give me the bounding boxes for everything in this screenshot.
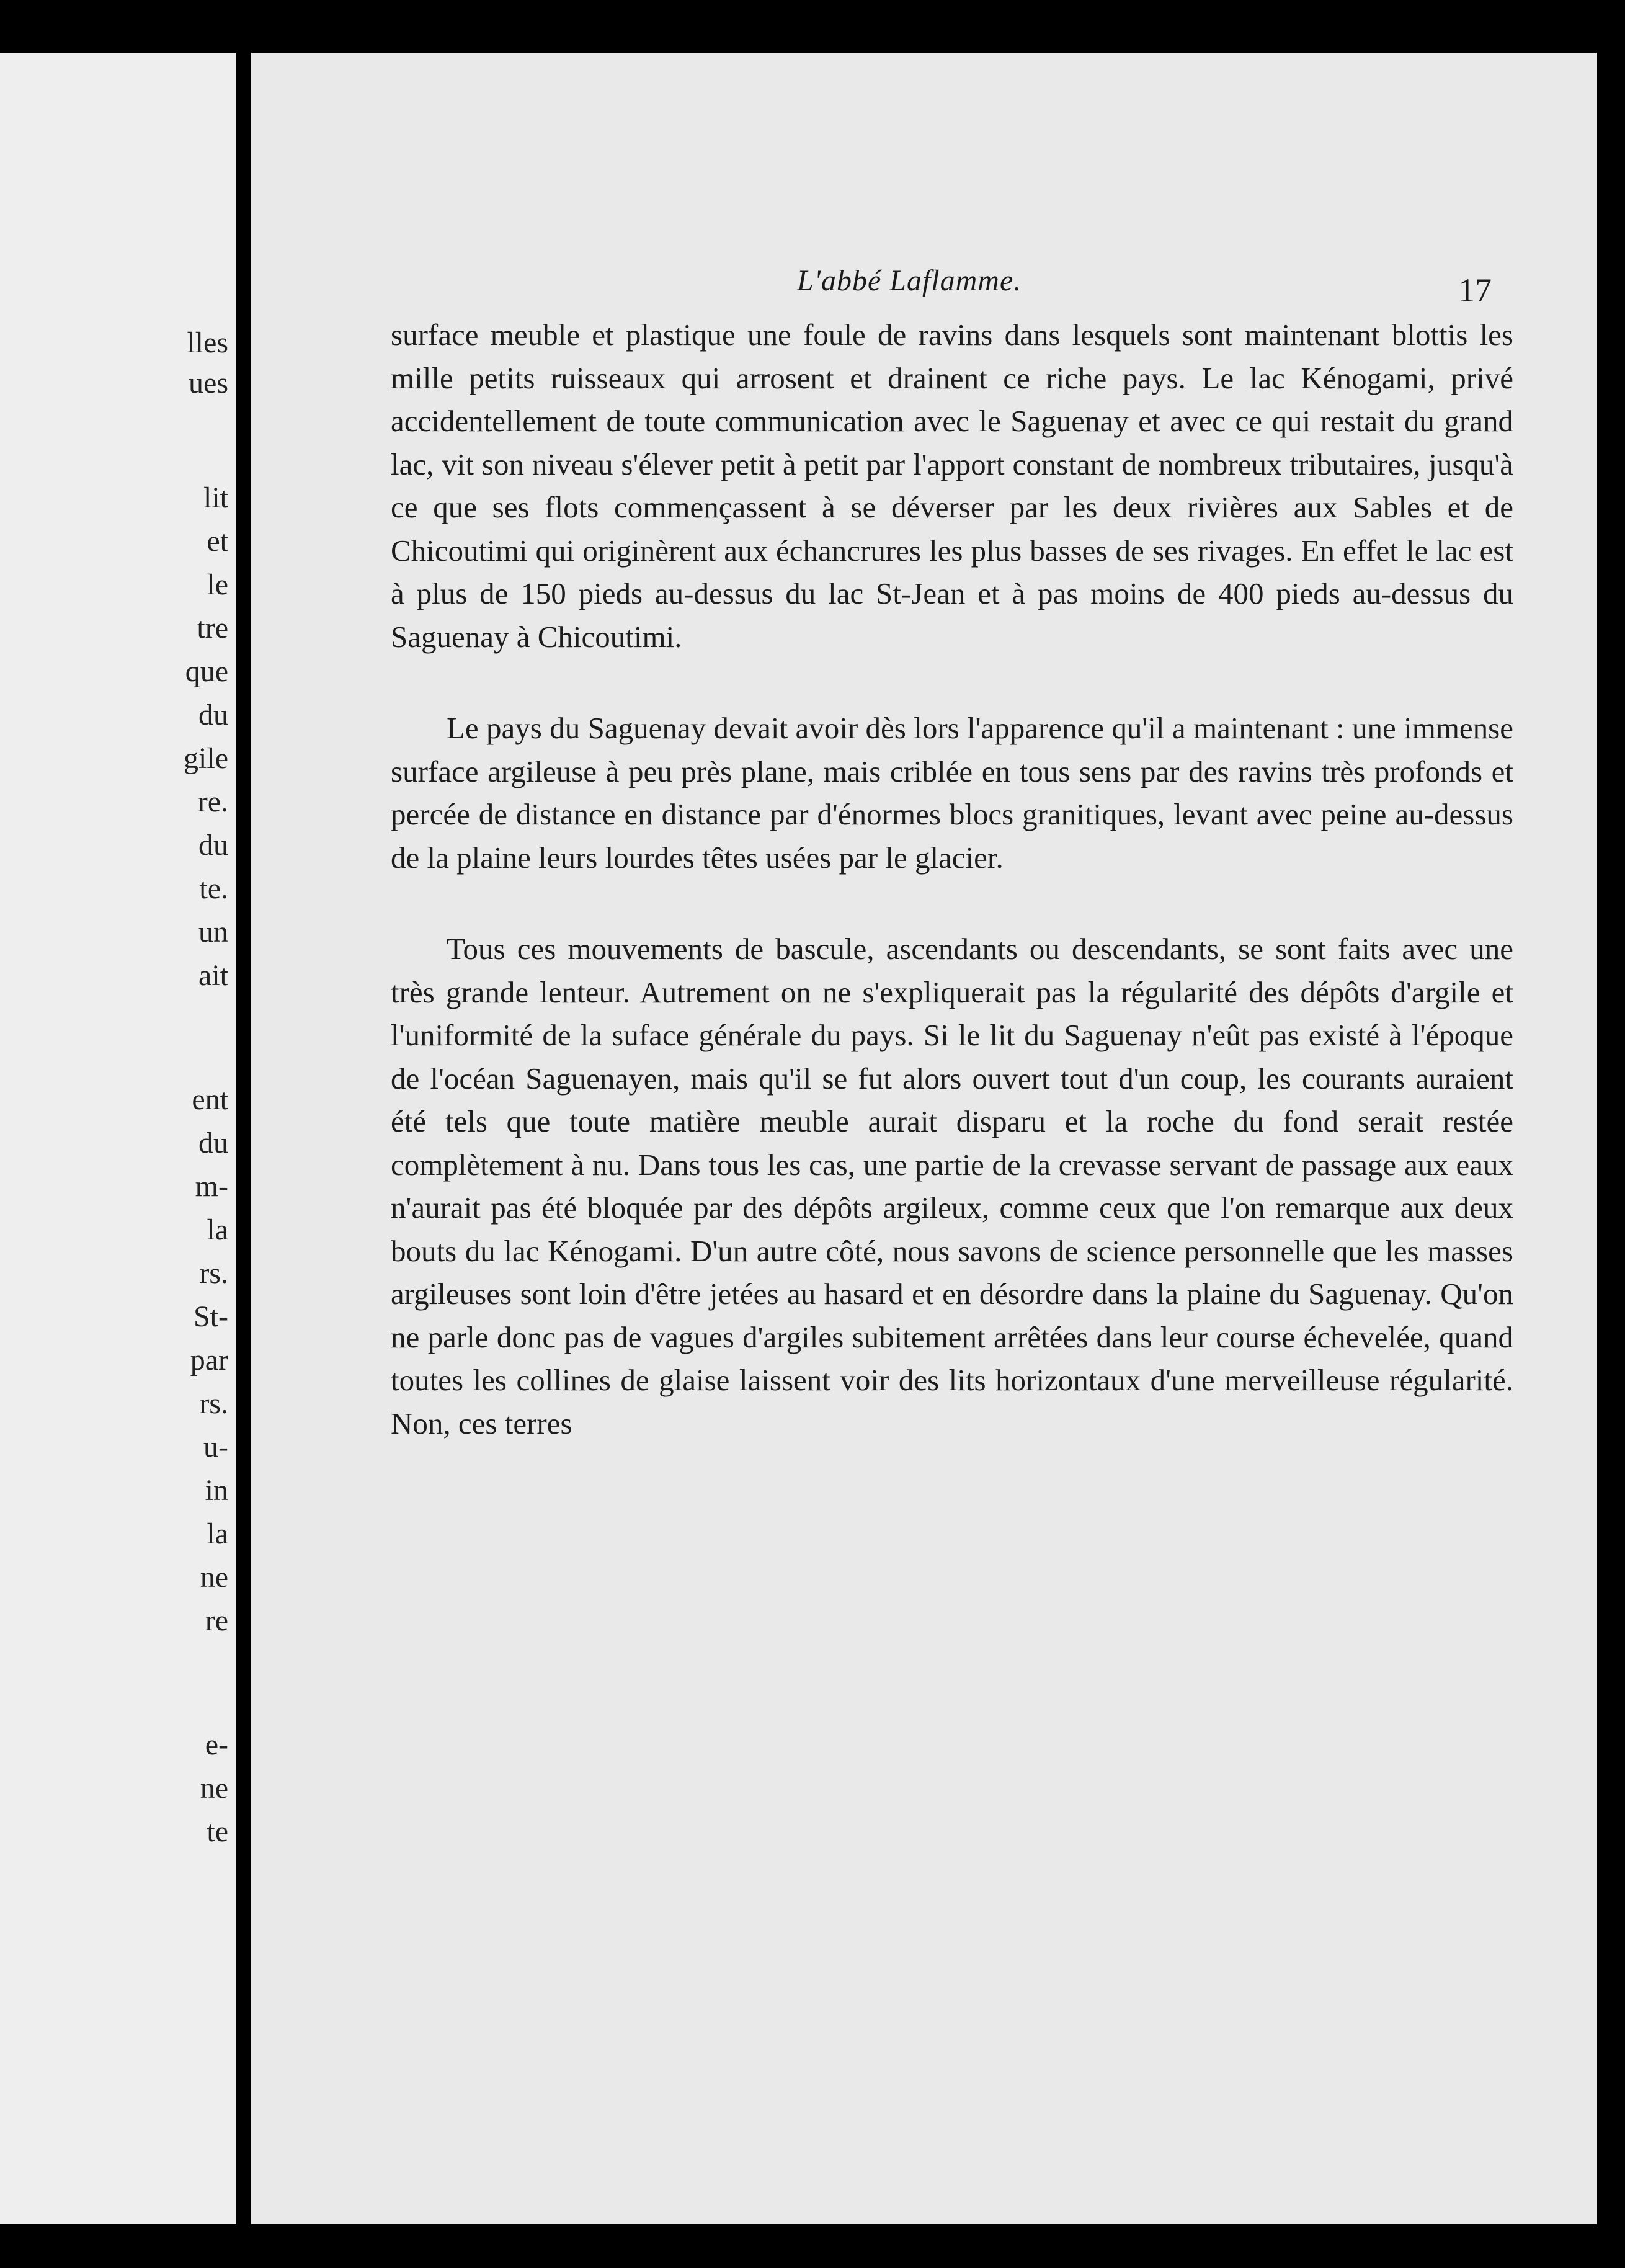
left-fragment: lit: [203, 481, 228, 514]
left-fragment: ent: [192, 1083, 228, 1116]
left-fragment: re.: [197, 785, 228, 818]
left-fragment: rs.: [199, 1257, 228, 1290]
left-fragment: ne: [200, 1772, 228, 1805]
left-fragment: le: [207, 568, 228, 601]
paragraph: Le pays du Saguenay devait avoir dès lors l'apparence qu'il a maintenant : une immense surface argileuse à peu près plane, mais criblée en tous sens par des ravins très profonds et percée de distance en distance par d'énormes blocs granitiques, levant avec peine au-dessus de la plaine leurs lourdes têtes usées par le glacier.: [391, 711, 1513, 875]
left-fragment: du: [198, 1127, 228, 1159]
body-text: [391, 313, 1513, 1476]
left-fragment: la: [207, 1517, 228, 1550]
left-fragment: du: [198, 699, 228, 731]
left-fragment: et: [207, 525, 228, 558]
left-fragment: tre: [197, 612, 228, 645]
previous-page-edge: [0, 53, 236, 2224]
left-fragment: que: [185, 655, 228, 688]
left-fragment: lles: [187, 326, 228, 359]
running-head: L'abbé Laflamme.: [797, 264, 1022, 297]
left-fragment: e-: [205, 1728, 228, 1761]
left-fragment: un: [198, 916, 228, 949]
paragraph: surface meuble et plastique une foule de ravins dans lesquels sont maintenant blottis les mille petits ruisseaux qui arrosent et drainent ce riche pays. Le lac Kénogami, privé accidentellement de toute communication avec le Saguenay et avec ce qui restait du grand lac, vit son niveau s'élever petit à petit par l'apport constant de nombreux tributaires, jusqu'à ce que ses flots commençassent à se déverser par les deux rivières aux Sables et de Chicoutimi qui originèrent aux échancrures les plus basses de ses rivages. En effet le lac est à plus de 150 pieds au-dessus du lac St-Jean et à pas moins de 400 pieds au-dessus du Saguenay à Chicoutimi.: [391, 318, 1513, 654]
left-fragment: u-: [203, 1431, 228, 1463]
page-header: [251, 264, 1597, 313]
left-fragment: ues: [189, 367, 228, 400]
left-fragment: in: [205, 1474, 228, 1507]
left-fragment: ait: [198, 959, 228, 992]
book-gutter: [236, 0, 251, 2268]
left-fragment: par: [190, 1344, 228, 1377]
left-fragment: gile: [184, 742, 228, 775]
left-fragment: te.: [199, 872, 228, 905]
left-fragment: rs.: [199, 1387, 228, 1420]
left-fragment: m-: [195, 1170, 228, 1203]
left-fragment: te: [207, 1815, 228, 1848]
left-fragment: re: [205, 1604, 228, 1637]
page-number: 17: [1458, 272, 1492, 309]
left-fragment: la: [207, 1213, 228, 1246]
left-fragment: du: [198, 829, 228, 862]
left-fragment: ne: [200, 1561, 228, 1594]
paragraph: Tous ces mouvements de bascule, ascendants ou descendants, se sont faits avec une très grande lenteur. Autrement on ne s'expliquerait pas la régularité des dépôts d'argile et l'uniformité de la suface générale du pays. Si le lit du Saguenay n'eût pas existé à l'époque de l'océan Saguenayen, mais qu'il se fut alors ouvert tout d'un coup, les courants auraient été tels que toute matière meuble aurait disparu et la roche du fond serait restée complètement à nu. Dans tous les cas, une partie de la crevasse servant de passage aux eaux n'aurait pas été bloquée par des dépôts argileux, comme ceux que l'on remarque aux deux bouts du lac Kénogami. D'un autre côté, nous savons de science personnelle que les masses argileuses sont loin d'être jetées au hasard et en désordre dans la plaine du Saguenay. Qu'on ne parle donc pas de vagues d'argiles subitement arrêtées dans leur course échevelée, quand toutes les collines de glaise laissent voir des lits horizontaux d'une merveilleuse régularité. Non, ces terres: [391, 932, 1513, 1440]
book-page: [251, 53, 1597, 2224]
left-fragment: St-: [193, 1300, 228, 1333]
